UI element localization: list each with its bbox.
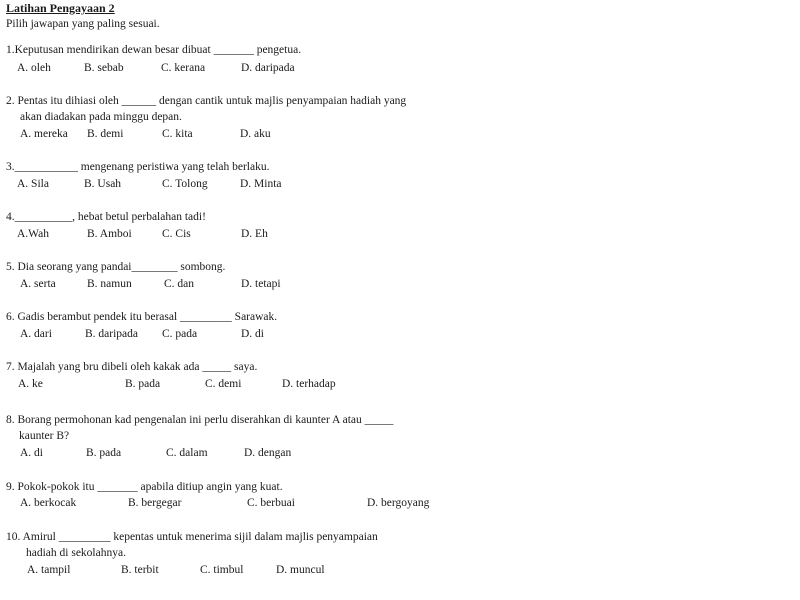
question-4-option-d[interactable]: D. Eh [241, 228, 268, 240]
question-7-option-b[interactable]: B. pada [125, 378, 161, 390]
question-3-option-d[interactable]: D. Minta [240, 178, 282, 190]
question-10-option-b[interactable]: B. terbit [121, 564, 159, 576]
question-6-option-c[interactable]: C. pada [162, 328, 198, 340]
question-8-option-c[interactable]: C. dalam [166, 447, 208, 459]
question-1-text: 1.Keputusan mendirikan dewan besar dibuat _______ pengetua. [6, 44, 302, 56]
question-8-option-d[interactable]: D. dengan [244, 447, 292, 459]
question-8-option-a[interactable]: A. di [20, 447, 43, 459]
question-4-option-c[interactable]: C. Cis [162, 228, 191, 240]
question-5-option-c[interactable]: C. dan [164, 278, 195, 290]
question-8-text: 8. Borang permohonan kad pengenalan ini perlu diserahkan di kaunter A atau _____ [6, 414, 394, 426]
question-1-option-c[interactable]: C. kerana [161, 62, 206, 74]
question-4-text: 4.__________, hebat betul perbalahan tadi! [6, 211, 206, 223]
question-5-option-d[interactable]: D. tetapi [241, 278, 281, 290]
question-2-text-cont: akan diadakan pada minggu depan. [20, 111, 182, 123]
question-7-option-a[interactable]: A. ke [18, 378, 43, 390]
worksheet-title: Latihan Pengayaan 2 [6, 1, 115, 15]
question-10-text: 10. Amirul _________ kepentas untuk menerima sijil dalam majlis penyampaian [6, 531, 378, 543]
question-10-option-a[interactable]: A. tampil [27, 564, 71, 576]
question-3-text: 3.___________ mengenang peristiwa yang telah berlaku. [6, 161, 270, 173]
question-3-option-b[interactable]: B. Usah [84, 178, 122, 190]
question-9-option-a[interactable]: A. berkocak [20, 497, 77, 509]
question-8-option-b[interactable]: B. pada [86, 447, 122, 459]
question-9-text: 9. Pokok-pokok itu _______ apabila ditiup angin yang kuat. [6, 481, 283, 493]
question-6-option-d[interactable]: D. di [241, 328, 264, 340]
question-2-option-a[interactable]: A. mereka [20, 128, 68, 140]
worksheet-instruction: Pilih jawapan yang paling sesuai. [6, 18, 160, 30]
question-5-option-b[interactable]: B. namun [87, 278, 132, 290]
question-2-option-b[interactable]: B. demi [87, 128, 124, 140]
question-1-option-b[interactable]: B. sebab [84, 62, 124, 74]
question-3-option-a[interactable]: A. Sila [17, 178, 49, 190]
question-5-text: 5. Dia seorang yang pandai________ sombong. [6, 261, 226, 273]
question-6-option-a[interactable]: A. dari [20, 328, 52, 340]
question-6-text: 6. Gadis berambut pendek itu berasal _________ Sarawak. [6, 311, 278, 323]
question-4-option-b[interactable]: B. Amboi [87, 228, 132, 240]
question-7-option-c[interactable]: C. demi [205, 378, 242, 390]
question-2-option-d[interactable]: D. aku [240, 128, 271, 140]
question-7-option-d[interactable]: D. terhadap [282, 378, 336, 390]
question-10-option-d[interactable]: D. muncul [276, 564, 325, 576]
question-2-text: 2. Pentas itu dihiasi oleh ______ dengan cantik untuk majlis penyampaian hadiah yang [6, 95, 407, 107]
question-1-option-d[interactable]: D. daripada [241, 62, 295, 74]
question-8-text-cont: kaunter B? [19, 430, 70, 442]
question-1-option-a[interactable]: A. oleh [17, 62, 51, 74]
question-7-text: 7. Majalah yang bru dibeli oleh kakak ada _____ saya. [6, 361, 258, 373]
question-5-option-a[interactable]: A. serta [20, 278, 56, 290]
question-3-option-c[interactable]: C. Tolong [162, 178, 208, 190]
question-9-option-d[interactable]: D. bergoyang [367, 497, 430, 509]
question-9-option-b[interactable]: B. bergegar [128, 497, 182, 509]
question-2-option-c[interactable]: C. kita [162, 128, 193, 140]
question-10-text-cont: hadiah di sekolahnya. [26, 547, 126, 559]
question-9-option-c[interactable]: C. berbuai [247, 497, 295, 509]
question-4-option-a[interactable]: A.Wah [17, 228, 49, 240]
question-10-option-c[interactable]: C. timbul [200, 564, 244, 576]
question-6-option-b[interactable]: B. daripada [85, 328, 139, 340]
